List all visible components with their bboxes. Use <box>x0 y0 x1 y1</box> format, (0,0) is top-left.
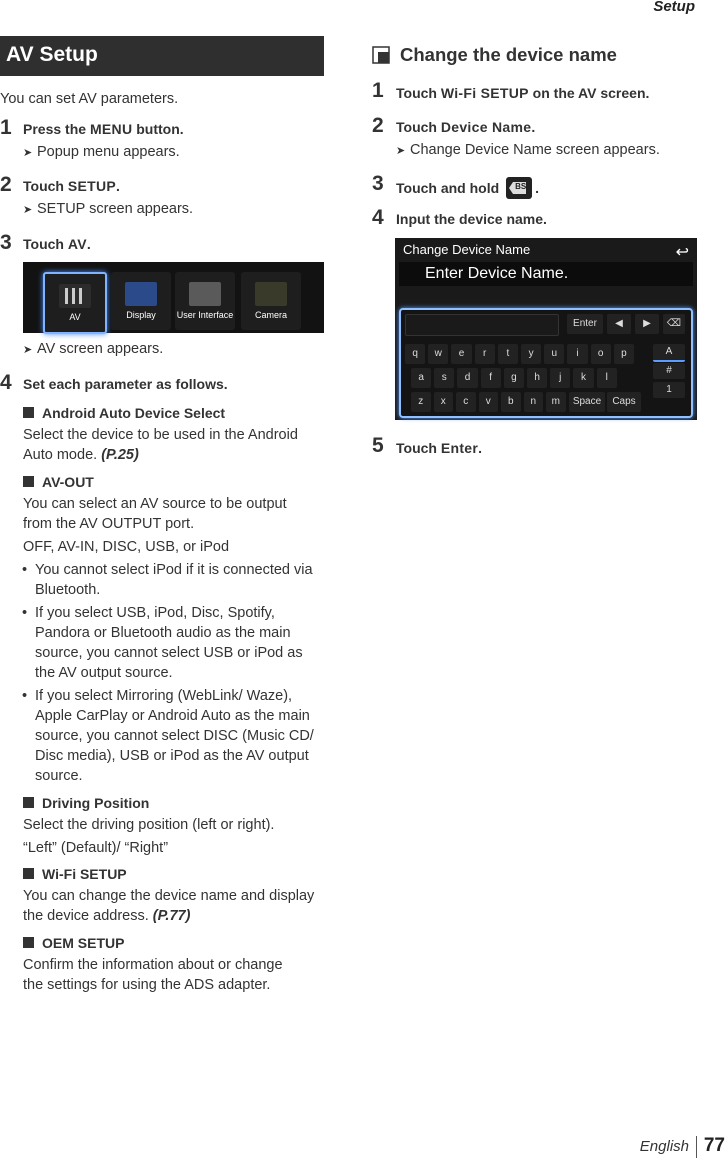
key-o[interactable]: o <box>591 344 611 364</box>
key-u[interactable]: u <box>544 344 564 364</box>
square-bullet-icon <box>23 407 34 418</box>
key-n[interactable]: n <box>524 392 544 412</box>
key-h[interactable]: h <box>527 368 547 388</box>
key-m[interactable]: m <box>546 392 566 412</box>
key-label: Device Name <box>440 119 532 135</box>
param-desc: You can change the device name and display <box>23 888 315 904</box>
footer-language: English <box>639 1138 689 1155</box>
param-title: OEM SETUP <box>23 935 124 951</box>
param-title: Wi-Fi SETUP <box>23 866 127 882</box>
param-desc: Select the driving position (left or right). <box>23 817 275 833</box>
key-x[interactable]: x <box>434 392 454 412</box>
camera-icon <box>255 282 287 306</box>
param-title: Android Auto Device Select <box>23 405 225 421</box>
key-e[interactable]: e <box>451 344 471 364</box>
step-text: Touch Wi-Fi SETUP on the AV screen. <box>396 85 650 101</box>
key-k[interactable]: k <box>573 368 593 388</box>
param-desc: Auto mode. (P.25) <box>23 447 139 463</box>
running-header: Setup <box>653 0 695 15</box>
step-result: ➤ Popup menu appears. <box>23 144 180 160</box>
param-title: AV-OUT <box>23 474 94 490</box>
note-bullet: • If you select Mirroring (WebLink/ Waze), Apple CarPlay or Android Auto as the main source, you cannot select DISC (Music CD/ Disc media), USB or iPod as the AV output source. <box>22 688 314 784</box>
param-desc: the settings for using the ADS adapter. <box>23 977 271 993</box>
step-number: 5 <box>372 434 384 457</box>
key-row <box>401 392 691 414</box>
display-icon <box>125 282 157 306</box>
mode-alpha-key[interactable]: A <box>653 344 685 362</box>
cursor-right-icon[interactable]: ▶ <box>635 314 659 334</box>
arrow-icon: ➤ <box>23 147 33 159</box>
key-g[interactable]: g <box>504 368 524 388</box>
step-result: ➤ Change Device Name screen appears. <box>396 142 660 158</box>
square-bullet-icon <box>23 868 34 879</box>
key-label: SETUP <box>67 178 117 194</box>
note-bullet: • You cannot select iPod if it is connected via Bluetooth. <box>22 562 313 598</box>
step-result: ➤ SETUP screen appears. <box>23 201 194 217</box>
caps-key[interactable]: Caps <box>607 392 641 412</box>
step-text: Touch SETUP. <box>23 178 120 194</box>
key-i[interactable]: i <box>567 344 587 364</box>
step-number: 1 <box>372 79 384 102</box>
mode-symbol-key[interactable]: # <box>653 363 685 379</box>
step-number: 2 <box>372 114 384 137</box>
arrow-icon: ➤ <box>396 145 406 157</box>
section-heading: AV Setup <box>6 43 98 66</box>
cursor-left-icon[interactable]: ◀ <box>607 314 631 334</box>
space-key[interactable]: Space <box>569 392 605 412</box>
step-number: 2 <box>0 173 12 196</box>
key-p[interactable]: p <box>614 344 634 364</box>
key-q[interactable]: q <box>405 344 425 364</box>
section-heading-bar <box>0 36 324 76</box>
key-label: MENU <box>89 121 133 137</box>
key-z[interactable]: z <box>411 392 431 412</box>
step-text: Set each parameter as follows. <box>23 376 228 392</box>
param-options: “Left” (Default)/ “Right” <box>23 840 169 856</box>
key-label: Wi-Fi SETUP <box>440 85 529 101</box>
key-r[interactable]: r <box>475 344 495 364</box>
key-a[interactable]: a <box>411 368 431 388</box>
page-reference[interactable]: (P.25) <box>101 447 139 463</box>
param-title: Driving Position <box>23 795 149 811</box>
backspace-button-icon: BS <box>506 177 532 199</box>
key-v[interactable]: v <box>479 392 499 412</box>
param-desc: You can select an AV source to be output <box>23 496 287 512</box>
step-number: 3 <box>0 231 12 254</box>
step-result: ➤ AV screen appears. <box>23 341 164 357</box>
key-row <box>401 368 691 390</box>
backspace-icon[interactable]: ⌫ <box>663 314 685 334</box>
arrow-icon: ➤ <box>23 204 33 216</box>
device-name-input[interactable]: Enter Device Name. <box>399 262 693 286</box>
enter-key[interactable]: Enter <box>567 314 603 334</box>
page-number: 77 <box>703 1135 725 1156</box>
key-b[interactable]: b <box>501 392 521 412</box>
square-bullet-icon <box>23 797 34 808</box>
key-row <box>401 344 691 366</box>
user-interface-icon <box>189 282 221 306</box>
key-d[interactable]: d <box>457 368 477 388</box>
step-number: 4 <box>372 206 384 229</box>
step-number: 3 <box>372 172 384 195</box>
back-arrow-icon[interactable]: ↩ <box>675 244 689 261</box>
setup-screen-image <box>23 262 324 333</box>
step-text: Touch AV. <box>23 236 91 252</box>
tile-camera[interactable]: Camera <box>241 272 301 330</box>
tile-av[interactable]: AV <box>43 272 107 334</box>
param-options: OFF, AV-IN, DISC, USB, or iPod <box>23 539 230 555</box>
tile-user-interface[interactable]: User Interface <box>175 272 235 330</box>
step-text: Touch Enter. <box>396 440 483 456</box>
change-device-name-screen <box>395 238 697 420</box>
param-desc: Select the device to be used in the Android <box>23 427 298 443</box>
key-f[interactable]: f <box>481 368 501 388</box>
step-text: Touch and hold BS . <box>396 177 539 199</box>
footer-divider <box>696 1136 697 1158</box>
key-t[interactable]: t <box>498 344 518 364</box>
square-bullet-icon <box>23 937 34 948</box>
step-text: Touch Device Name. <box>396 119 536 135</box>
key-label: AV <box>67 236 87 252</box>
page-reference[interactable]: (P.77) <box>152 908 191 924</box>
square-bullet-icon <box>23 476 34 487</box>
tile-display[interactable]: Display <box>111 272 171 330</box>
step-number: 1 <box>0 116 12 139</box>
intro-text: You can set AV parameters. <box>0 91 179 107</box>
note-bullet: • If you select USB, iPod, Disc, Spotify, Pandora or Bluetooth audio as the main source, you cannot select USB or iPod as the AV output source. <box>22 605 303 681</box>
param-desc: from the AV OUTPUT port. <box>23 516 195 532</box>
subsection-heading: Change the device name <box>400 44 617 65</box>
keyboard <box>399 308 693 418</box>
key-w[interactable]: w <box>428 344 448 364</box>
key-y[interactable]: y <box>521 344 541 364</box>
param-desc: Confirm the information about or change <box>23 957 283 973</box>
step-text: Input the device name. <box>396 211 547 227</box>
param-desc: the device address. (P.77) <box>23 908 191 924</box>
mode-number-key[interactable]: 1 <box>653 382 685 398</box>
key-label: Enter <box>440 440 479 456</box>
key-l[interactable]: l <box>597 368 617 388</box>
key-s[interactable]: s <box>434 368 454 388</box>
section-marker-icon <box>372 46 390 64</box>
step-number: 4 <box>0 371 12 394</box>
arrow-icon: ➤ <box>23 344 33 356</box>
key-c[interactable]: c <box>456 392 476 412</box>
key-j[interactable]: j <box>550 368 570 388</box>
step-text: Press the MENU button. <box>23 121 184 137</box>
text-field[interactable] <box>405 314 559 336</box>
screen-title: Change Device Name <box>403 242 531 257</box>
av-settings-icon <box>59 284 91 308</box>
